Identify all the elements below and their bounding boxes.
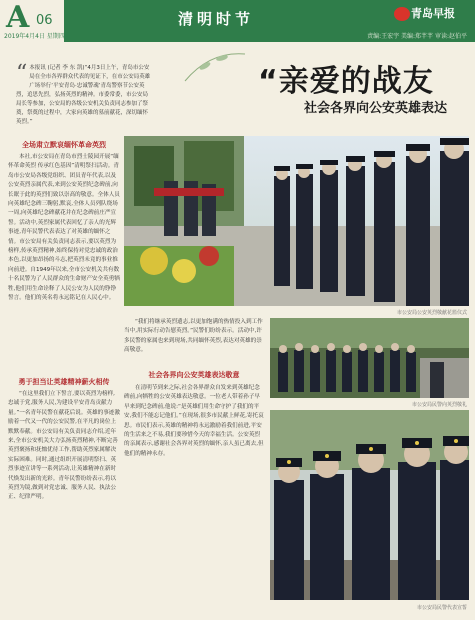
section-body-4-text: “我们将继承英烈遗志,以更加饱满的热情投入到工作当中,用实际行动告慰英烈。”民警们纷纷表示。活动中,许多民警的家属也来到现场,共同缅怀英烈,表达对英雄的崇高敬意。 (124, 319, 263, 354)
section-body-3-text: 在清明节到来之际,社会各界群众自发来到英雄纪念碑前,向牺牲的公安英雄表达敬意。一位老人带着孙子早早来到纪念碑前,他说:“是英雄们用生命守护了我们的平安,我们不能忘记他们。”在现场,很多市民献上鲜花,寄托哀思。市民们表示,英雄的精神将永远激励着我们前进,平安的生活来之不易,我们要珍惜今天的幸福生活。公安英烈的亲属表示,感谢社会各界对英烈的缅怀,亲人虽已离去,但他们的精神永存。 (124, 385, 264, 457)
photo-oath-image (270, 410, 469, 600)
photo-oath (270, 410, 469, 600)
headline: “亲爱的战友 (258, 64, 434, 99)
brand-logo (393, 5, 455, 21)
section-body-3 (124, 384, 264, 616)
section-letter: A (6, 0, 30, 35)
section-body-2 (8, 390, 120, 616)
quote-mark-icon: “ (16, 61, 28, 86)
photo-caption-2: 市公安局民警向英烈敬礼 (411, 402, 467, 408)
intro-text: 本报讯 (记者 李 东 凯)“4月3日上午，青岛市公安局在全市各界群众代表的见证下，在市公安局英雄广场举行‘平安青岛·忠诚警魂’青岛警察节公安英烈，追思先烈，弘扬英烈的精神。市委常委，市公安局局长等参加，公安局的各级公安机关负责同志参加了祭奠，祭奠的过程中，大家向英雄的墓前献花，深切缅怀英烈。” (16, 65, 151, 125)
photo-caption-3: 市公安局民警代表宣誓 (416, 605, 467, 611)
leaf-decoration-icon (180, 46, 250, 86)
issue-date: 2019年4月4日 星期四 (4, 33, 65, 40)
brand-mark-icon (394, 7, 410, 21)
subheadline: 社会各界向公安英雄表达 (304, 101, 448, 116)
photo-flower-basket (124, 136, 469, 306)
photo-salute (270, 318, 469, 398)
photo-salute-image (270, 318, 469, 398)
section-heading-1: 全场肃立默哀缅怀革命英烈 (22, 141, 106, 149)
page-number: 06 (36, 13, 53, 28)
editors-line: 责编:王宏宇 美编:郑芊芊 审读:赵伯平 (367, 33, 467, 40)
section-heading-3: 社会各界向公安英雄表达敬意 (148, 371, 240, 379)
page-header (0, 0, 475, 42)
section-heading-2: 勇于担当让英雄精神薪火相传 (18, 378, 110, 386)
section-body-2-text: “在这里我们立下誓言,要以英烈为榜样,忠诚于党,服务人民,为建设平安青岛贡献力量。”一名青年民警在献花后说。英雄的事迹激励着一代又一代的公安民警,在平凡的岗位上默默奉献。市公安局有关负责同志介绍,近年来,全市公安机关大力弘扬英烈精神,不断完善英烈褒扬和抚恤优待工作,帮助英烈家属解决实际困难。同时,通过组织开展清明祭扫、英烈事迹宣讲等一系列活动,让英雄精神在新时代焕发出新的光彩。青年民警纷纷表示,将以英烈为镜,做到对党忠诚、服务人民、执法公正、纪律严明。 (8, 391, 120, 501)
photo-flower-basket-image (124, 136, 469, 306)
intro-lead (16, 61, 152, 126)
photo-caption-1: 市公安局公安英烈敬献花篮仪式 (396, 310, 467, 316)
section-body-3-lead (124, 318, 264, 366)
section-body-1-text: 本社,市公安局在青岛市烈士陵园开展“缅怀革命英烈 传承红色基因”清明祭扫活动。青岛市公安局各级党组织、团员青年代表,以及公安英烈亲属代表,来到公安英烈纪念碑前,向长眠于此的英烈们致以崇高的敬意。全体人员向英雄纪念碑三鞠躬,默哀,全体人员列队绕场一周,向英雄纪念碑献花并在纪念碑前庄严宣誓。活动中,英烈家属代表回忆了亲人的光辉事迹,青年民警代表表达了对英雄的缅怀之情。市公安局有关负责同志表示,要以英烈为榜样,传承英烈精神,始终保持对党忠诚的政治本色,以更加昂扬的斗志,把英烈未竟的事业推向前进。自1949年以来,全市公安机关共有数十名民警为了人民群众的生命财产安全英勇牺牲,他们用生命诠释了人民公安为人民的铮铮誓言。他们的英名将永远铭记在人民心中。 (8, 154, 120, 302)
brand-name: 青岛早报 (411, 7, 455, 20)
column-title: 清明时节 (178, 10, 255, 28)
section-body-1 (8, 153, 120, 371)
